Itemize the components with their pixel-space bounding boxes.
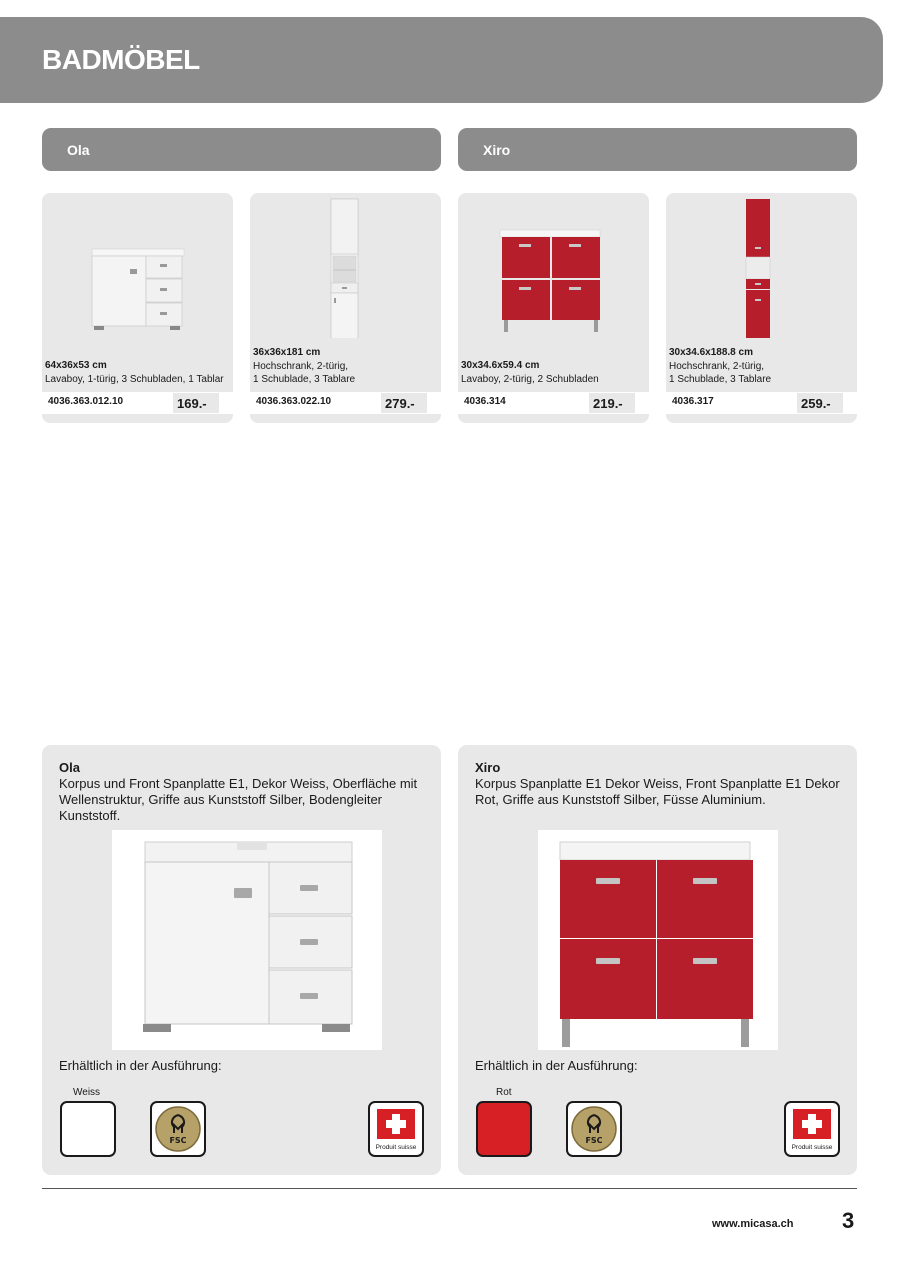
color-swatch-rot[interactable] xyxy=(476,1101,532,1157)
product-photo-xiro xyxy=(538,830,778,1050)
fsc-tree-icon xyxy=(152,1103,204,1155)
product-dimensions: 30x34.6x188.8 cm xyxy=(669,347,753,358)
product-card-ola-hochschrank[interactable] xyxy=(250,193,441,423)
product-image xyxy=(250,193,441,338)
swiss-badge xyxy=(368,1101,424,1157)
availability-label: Erhältlich in der Ausführung: xyxy=(59,1058,222,1073)
swiss-cross-icon xyxy=(370,1103,422,1155)
fsc-text: FSC xyxy=(585,1136,603,1145)
variant-label: Weiss xyxy=(73,1087,101,1098)
product-dimensions: 36x36x181 cm xyxy=(253,347,321,358)
article-number: 4036.363.022.10 xyxy=(256,396,332,407)
fsc-tree-icon xyxy=(568,1103,620,1155)
detail-panel-ola xyxy=(42,745,441,1175)
price: 219.- xyxy=(589,393,635,413)
swiss-cross-icon xyxy=(786,1103,838,1155)
product-image xyxy=(666,193,857,338)
color-swatch-weiss[interactable] xyxy=(60,1101,116,1157)
article-number: 4036.317 xyxy=(672,396,714,407)
variant-label: Rot xyxy=(496,1087,512,1098)
swiss-badge xyxy=(784,1101,840,1157)
fsc-badge xyxy=(566,1101,622,1157)
page-number: 3 xyxy=(842,1208,855,1233)
product-image xyxy=(458,193,649,338)
product-dimensions: 30x34.6x59.4 cm xyxy=(461,360,540,371)
product-description-line2: 1 Schublade, 3 Tablare xyxy=(669,374,772,385)
product-dimensions: 64x36x53 cm xyxy=(45,360,107,371)
price: 169.- xyxy=(173,393,219,413)
group-bar-ola: Ola xyxy=(42,128,441,171)
detail-description: Korpus Spanplatte E1 Dekor Weiss, Front Spanplatte E1 Dekor Rot, Griffe aus Kunststoff Silber, Füsse Aluminium. xyxy=(475,776,840,807)
group-bar-xiro: Xiro xyxy=(458,128,857,171)
fsc-text: FSC xyxy=(169,1136,187,1145)
article-number: 4036.363.012.10 xyxy=(48,396,124,407)
product-photo-ola xyxy=(112,830,382,1050)
product-card-ola-lavaboy[interactable] xyxy=(42,193,233,423)
detail-panel-xiro xyxy=(458,745,857,1175)
footer-url-link[interactable]: www.micasa.ch xyxy=(712,1218,794,1230)
price-bar xyxy=(666,390,857,414)
product-card-xiro-lavaboy[interactable] xyxy=(458,193,649,423)
article-number: 4036.314 xyxy=(464,396,506,407)
detail-description: Korpus und Front Spanplatte E1, Dekor Weiss, Oberfläche mit Wellenstruktur, Griffe aus Kunststoff Silber, Bodengleiter Kunststoff. xyxy=(59,776,418,823)
detail-title: Xiro xyxy=(475,760,501,775)
page-title: BADMÖBEL xyxy=(42,44,200,75)
fsc-badge xyxy=(150,1101,206,1157)
product-image xyxy=(42,193,233,338)
product-description-line1: Hochschrank, 2-türig, xyxy=(669,361,765,372)
detail-title: Ola xyxy=(59,760,80,775)
price: 259.- xyxy=(797,393,843,413)
product-card-xiro-hochschrank[interactable] xyxy=(666,193,857,423)
product-description-line2: 1 Schublade, 3 Tablare xyxy=(253,374,356,385)
swiss-label: Produit suisse xyxy=(791,1144,833,1151)
swiss-label: Produit suisse xyxy=(375,1144,417,1151)
price-bar xyxy=(42,390,233,414)
header-bar xyxy=(0,17,883,103)
price: 279.- xyxy=(381,393,427,413)
product-description: Lavaboy, 2-türig, 2 Schubladen xyxy=(461,374,599,385)
product-description: Lavaboy, 1-türig, 3 Schubladen, 1 Tablar xyxy=(45,374,224,385)
product-description-line1: Hochschrank, 2-türig, xyxy=(253,361,349,372)
price-bar xyxy=(250,390,441,414)
price-bar xyxy=(458,390,649,414)
availability-label: Erhältlich in der Ausführung: xyxy=(475,1058,638,1073)
footer-divider xyxy=(42,1188,857,1189)
